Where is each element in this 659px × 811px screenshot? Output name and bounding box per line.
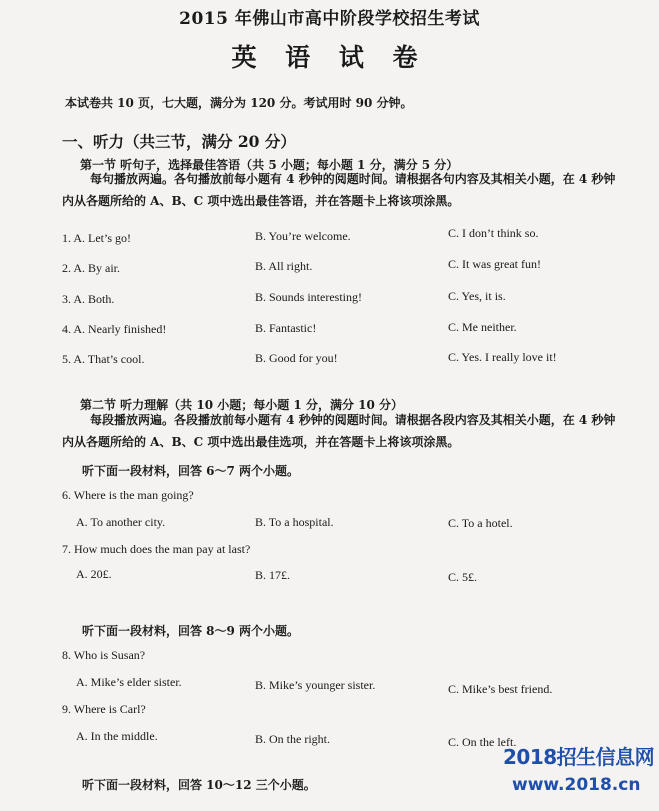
q6-option-b: B. To a hospital.: [255, 515, 334, 529]
watermark-url[interactable]: www.2018.cn: [512, 775, 641, 795]
q4-option-b: B. Fantastic!: [255, 321, 317, 335]
q7-option-a: A. 20£.: [76, 567, 112, 581]
section1-instructions: 每句播放两遍。各句播放前每小题有 4 秒钟的阅题时间。请根据各句内容及其相关小题，在 4 秒钟内从各题所给的 A、B、C 项中选出最佳答语，并在答题卡上将该项涂黑。: [62, 172, 616, 208]
q1-option-c: C. I don’t think so.: [448, 226, 539, 240]
q7-option-b: B. 17£.: [255, 568, 291, 582]
section2-title: 第二节 听力理解（共 10 小题；每小题 1 分，满分 10 分）: [80, 398, 403, 412]
q8-option-a: A. Mike’s elder sister.: [76, 675, 182, 689]
q1-option-b: B. You’re welcome.: [255, 229, 351, 243]
q8-option-c: C. Mike’s best friend.: [448, 682, 553, 696]
q9-option-c: C. On the left.: [448, 735, 517, 749]
q6-option-a: A. To another city.: [76, 515, 166, 529]
section2-instructions: 每段播放两遍。各段播放前每小题有 4 秒钟的阅题时间。请根据各段内容及其相关小题，在 4 秒钟内从各题所给的 A、B、C 项中选出最佳选项，并在答题卡上将该项涂黑。: [62, 413, 616, 449]
q9-option-a: A. In the middle.: [76, 729, 158, 743]
listening-lead-10-12: 听下面一段材料，回答 10～12 三个小题。: [82, 778, 316, 792]
q8-option-b: B. Mike’s younger sister.: [255, 678, 376, 692]
q5-option-b: B. Good for you!: [255, 351, 338, 365]
q7-stem: 7. How much does the man pay at last?: [62, 542, 251, 556]
q9-stem: 9. Where is Carl?: [62, 702, 146, 716]
q3-option-b: B. Sounds interesting!: [255, 290, 362, 304]
part1-title: 一、听力（共三节，满分 20 分）: [62, 132, 296, 151]
q3-option-c: C. Yes, it is.: [448, 289, 506, 303]
listening-lead-6-7: 听下面一段材料，回答 6～7 两个小题。: [82, 464, 300, 478]
watermark-site-name: 2018招生信息网: [503, 745, 655, 769]
q4-option-c: C. Me neither.: [448, 320, 517, 334]
q6-option-c: C. To a hotel.: [448, 516, 513, 530]
q2-option-b: B. All right.: [255, 259, 313, 273]
q6-stem: 6. Where is the man going?: [62, 488, 194, 502]
q5-option-a: 5. A. That’s cool.: [62, 352, 145, 366]
exam-subject: 英 语 试 卷: [231, 43, 428, 72]
q2-option-c: C. It was great fun!: [448, 257, 541, 271]
q1-option-a: 1. A. Let’s go!: [62, 231, 131, 245]
q8-stem: 8. Who is Susan?: [62, 648, 146, 662]
q7-option-c: C. 5£.: [448, 570, 478, 584]
q2-option-a: 2. A. By air.: [62, 261, 121, 275]
q9-option-b: B. On the right.: [255, 732, 330, 746]
q5-option-c: C. Yes. I really love it!: [448, 350, 557, 364]
listening-lead-8-9: 听下面一段材料，回答 8～9 两个小题。: [82, 624, 300, 638]
section1-title: 第一节 听句子，选择最佳答语（共 5 小题；每小题 1 分，满分 5 分）: [80, 158, 459, 172]
exam-title: 2015 年佛山市高中阶段学校招生考试: [179, 9, 480, 29]
q4-option-a: 4. A. Nearly finished!: [62, 322, 167, 336]
exam-intro: 本试卷共 10 页，七大题，满分为 120 分。考试用时 90 分钟。: [65, 96, 413, 110]
q3-option-a: 3. A. Both.: [62, 292, 115, 306]
